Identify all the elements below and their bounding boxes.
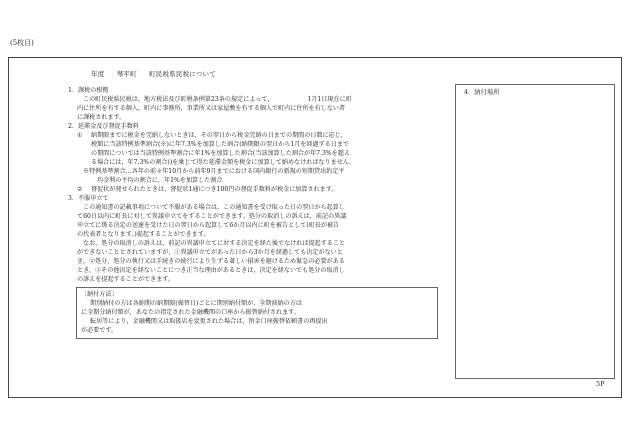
- payment-place-box: [455, 84, 615, 379]
- section-2-heading: 2．延滞金及び督促手数料: [68, 123, 139, 130]
- payment-place-label: 4．納付場所: [464, 89, 500, 96]
- section-1-heading: 1．課税の根拠: [68, 87, 109, 94]
- page-number: 5P: [596, 380, 605, 388]
- special-rate-note: ※特例基準割合…各年の前々年10月から前年9月までにおける国内銀行の新規の短期貸出約定平 均金利の平均の割合に，年1%を加算した割合: [83, 168, 345, 184]
- payment-method-box: 〔納付方法〕 期別納付の方は各納期の納期限(振替日)ごとに期別納付額が，全期前納の方は に全期分納付額が，あなたの指定された金融機関の口座から振替納付されます。 転居等により，金融機関又は取扱店を変更された場合は，預金口座振替依頼書の再提出 が必要です。: [76, 287, 438, 339]
- title-name: 町民税県民税について: [149, 70, 216, 78]
- section-1-line-1: この町民税県民税は，地方税法及び町税条例第23条の規定によって， 1月1日現在に町: [83, 96, 352, 103]
- title-year: 年度: [91, 70, 105, 78]
- section-2-item-1: ① 納期限までに税金を完納しないときは，その翌日から税金完納の日までの期間の日数に応じ， 税額に当該特例基準割合(※)に年7.3%を加算した割合(納期限の翌日から1月を経過する日まで の期間については当該特例基準割合に年1%を加算した割合(当該加算した割合が年7.3%を超え る場合には，年7.3%の割合))を乗じて得た延滞金額を税金に加算して納めなければなりません。: [77, 132, 356, 166]
- title-town: 琴平町: [116, 70, 137, 78]
- sheet-number: (5枚目): [10, 39, 34, 47]
- section-3-paragraph-1: この通知書の記載事項について不服がある場合は，この通知書を受け取った日の翌日から起算し て60日以内に町長に対して異議申立てをすることができます。処分の取消しの訴えは，前記の異議 申立てに係る決定の送達を受けた日の翌日から起算して6か月以内に町を被告として(町長が被告 の代表者となります。)提起することができます。: [77, 204, 347, 238]
- section-2-item-2: ② 督促状が発せられたときは，督促状1通につき100円の督促手数料が税金に加算されます。: [77, 186, 338, 193]
- section-1-line-2: 内に住所を有する個人，町内に事務所，事業所又は家屋敷を有する個人で町内に住所を有しない者: [77, 105, 346, 112]
- page-title: [91, 69, 226, 78]
- notice-body: [68, 86, 440, 339]
- section-1-line-3: に課税されます。: [77, 114, 126, 121]
- section-3-heading: 3．不服申立て: [68, 195, 109, 202]
- payment-method-heading: 〔納付方法〕: [81, 291, 118, 298]
- section-3-paragraph-2: なお，処分の取消しの訴えは，前記の異議申立てに対する決定を経た後でなければ提起すること ができないこととされていますが，①異議申立てがあった日から3か月を経過しても決定がないと き，②処分，処分の執行又は手続きの続行により生ずる著しい損害を避けるため緊急の必要がある とき，③その他決定を経ないことにつき正当な理由があるときは，決定を経ないでも処分の取消し の訴えを提起することができます。: [77, 240, 346, 283]
